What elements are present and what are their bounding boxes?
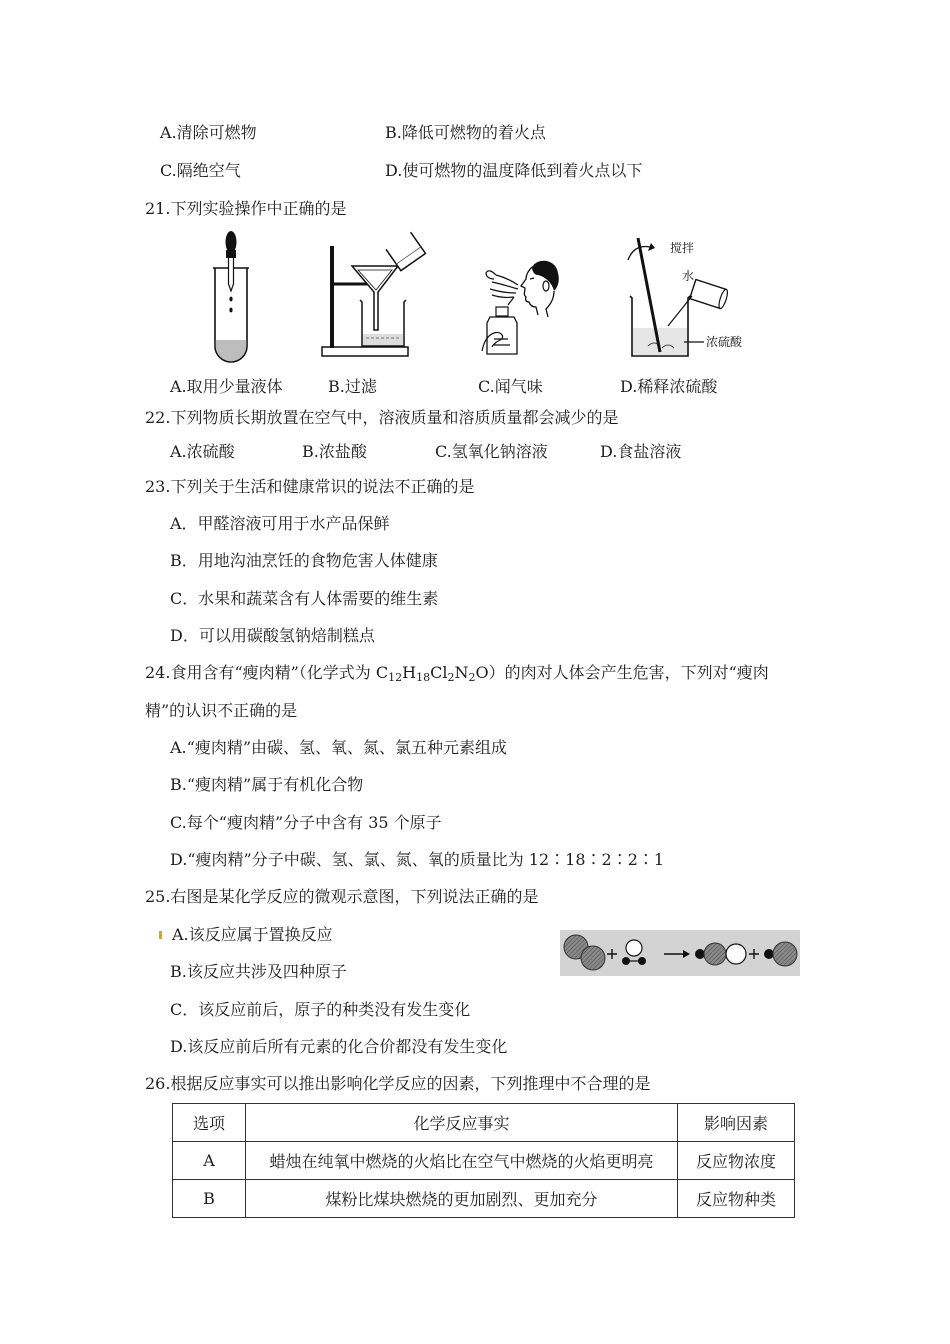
label-acid: 浓硫酸 [706,335,743,349]
formula-c: C [375,663,389,682]
cell-factor: 反应物浓度 [678,1142,795,1180]
cell-option: A [173,1142,246,1180]
label-water: 水 [682,269,695,283]
q21-figure-a-label: A.取用少量液体 [170,377,283,396]
cell-fact: 蜡烛在纯氧中燃烧的火焰比在空气中燃烧的火焰更明亮 [246,1142,678,1180]
q23-option-c: C．水果和蔬菜含有人体需要的维生素 [170,589,439,608]
drop [229,308,232,313]
q25-stem: 25.右图是某化学反应的微观示意图，下列说法正确的是 [145,887,539,906]
funnel [352,266,398,330]
ear [543,281,549,291]
reactant-atom-black [622,957,630,965]
pouring-beaker [386,232,425,271]
reactant-atom-large [581,946,605,970]
waving-hand [486,271,518,305]
header-factor: 影响因素 [678,1104,795,1142]
product-atom-large [773,942,797,966]
q21-figure-c-smelling [474,255,564,360]
table-row [173,1180,795,1218]
formula-h: H [402,663,417,682]
formula-sub: 12 [388,671,403,684]
cell-factor: 反应物种类 [678,1180,795,1218]
q21-figure-a-dropper [205,228,257,366]
q26-stem: 26.根据反应事实可以推出影响化学反应的因素，下列推理中不合理的是 [145,1074,651,1093]
q22-option-b: B.浓盐酸 [302,442,367,461]
header-fact: 化学反应事实 [246,1104,678,1142]
q21-figure-c-label: C.闻气味 [478,377,543,396]
q24-option-a: A.“瘦肉精”由碳、氢、氧、氮、氯五种元素组成 [170,738,508,757]
q25-option-a: A.该反应属于置换反应 [172,925,333,944]
eye [530,278,534,279]
q25-option-d: D.该反应前后所有元素的化合价都没有发生变化 [170,1037,508,1056]
formula-n: N [454,663,469,682]
cell-option: B [173,1180,246,1218]
q20-option-d: D.使可燃物的温度降低到着火点以下 [385,161,643,180]
q24-stem-after: ）的肉对人体会产生危害，下列对“瘦肉 [488,663,769,682]
formula-cl: Cl [430,663,448,682]
q21-figure-d-label: D.稀释浓硫酸 [620,377,718,396]
q22-option-c: C.氢氧化钠溶液 [435,442,548,461]
formula-sub: 2 [447,671,455,684]
q25-option-b: B.该反应共涉及四种原子 [170,962,347,981]
stand-rod [330,246,334,348]
q24-stem-line2: 精”的认识不正确的是 [145,701,298,720]
stand-base [322,347,408,356]
q23-option-d: D．可以用碳酸氢钠焙制糕点 [170,626,375,645]
hair [532,261,559,291]
formula-sub: 2 [468,671,476,684]
table-header-row [173,1104,795,1142]
q20-option-c: C.隔绝空气 [160,161,241,180]
q20-option-a: A.清除可燃物 [160,123,257,142]
q24-stem-before: 24.食用含有“瘦肉精”（化学式为 [145,663,376,682]
q21-figure-b-label: B.过滤 [328,377,377,396]
product-atom-white [726,944,746,964]
beaker-liquid [363,334,403,345]
q25-reaction-diagram [560,930,800,976]
formula-sub: 18 [416,671,431,684]
formula-o: O [475,663,489,682]
q25-option-c: C．该反应前后，原子的种类没有发生变化 [170,1000,471,1019]
q24-stem-line1 [145,663,769,683]
q22-stem: 22.下列物质长期放置在空气中，溶液质量和溶质质量都会减少的是 [145,408,619,427]
label-stir: 搅拌 [670,241,695,255]
q20-option-b: B.降低可燃物的着火点 [385,123,546,142]
q23-stem: 23.下列关于生活和健康常识的说法不正确的是 [145,477,475,496]
q24-option-b: B.“瘦肉精”属于有机化合物 [170,775,364,794]
dropper-tube [229,258,234,291]
product-atom-large [704,943,726,965]
q24-option-c: C.每个“瘦肉精”分子中含有 35 个原子 [170,813,442,832]
drop [229,297,232,302]
cell-fact: 煤粉比煤块燃烧的更加剧烈、更加充分 [246,1180,678,1218]
header-option: 选项 [173,1104,246,1142]
dropper-bulb [226,231,237,253]
reactant-atom-black [638,957,646,965]
reactant-atom-white [626,940,642,956]
q26-table [172,1103,795,1218]
q24-option-d: D.“瘦肉精”分子中碳、氢、氯、氮、氧的质量比为 12∶18∶2∶2∶1 [170,850,665,869]
q22-option-d: D.食盐溶液 [600,442,682,461]
margin-mark [159,931,162,939]
q21-stem: 21.下列实验操作中正确的是 [145,199,347,218]
dropper-neck [226,250,236,258]
pouring-container [690,280,729,310]
table-row [173,1142,795,1180]
q21-figure-d-dilution [624,232,748,362]
q22-option-a: A.浓硫酸 [170,442,235,461]
q23-option-a: A．甲醛溶液可用于水产品保鲜 [170,514,390,533]
q21-figure-b-filtration [318,230,434,362]
q23-option-b: B．用地沟油烹饪的食物危害人体健康 [170,551,438,570]
bottle-neck [496,307,508,316]
